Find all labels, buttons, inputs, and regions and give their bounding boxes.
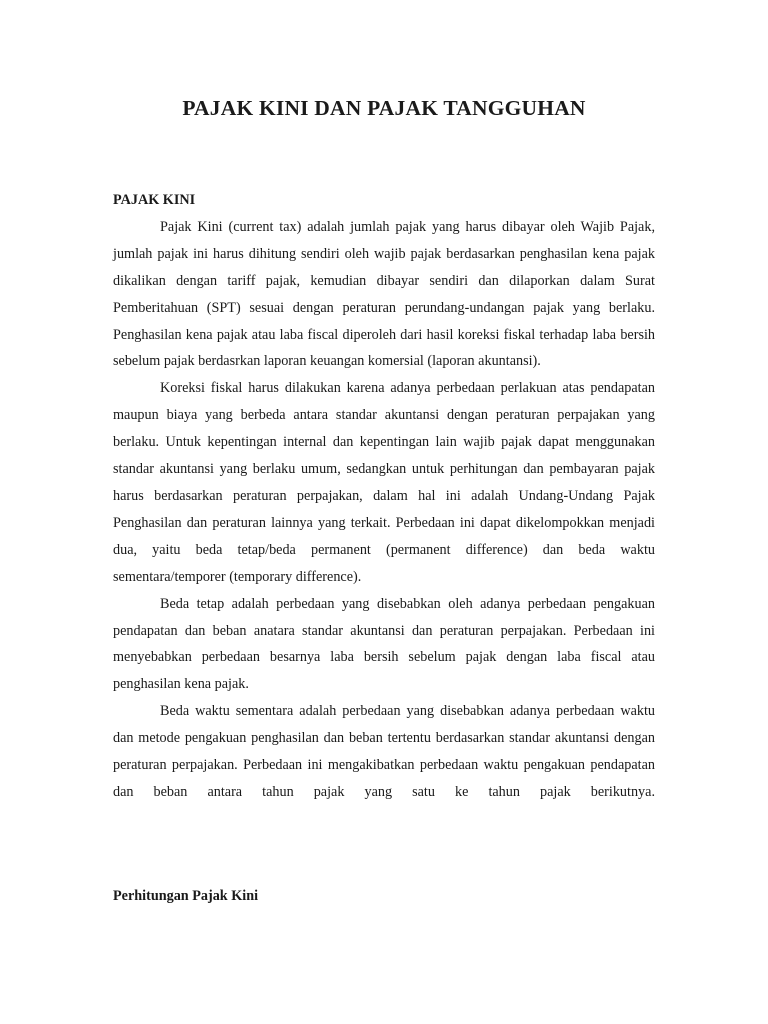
section-heading: PAJAK KINI xyxy=(113,192,196,208)
paragraph: Beda waktu sementara adalah perbedaan yang disebabkan adanya perbedaan waktu dan metode pengakuan penghasilan dan beban tertentu berdasarkan standar akuntansi dengan peraturan perpajakan. Perbedaan ini mengakibatkan perbedaan waktu pengakuan pendapatan dan beban antara tahun pajak yang satu ke tahun pajak berikutnya. xyxy=(113,703,655,800)
paragraph: Pajak Kini (current tax) adalah jumlah pajak yang harus dibayar oleh Wajib Pajak, jumlah pajak ini harus dihitung sendiri oleh wajib pajak berdasarkan penghasilan kena pajak dikalikan dengan tariff pajak, kemudian dibayar sendiri dan dilaporkan dalam Surat Pemberitahuan (SPT) sesuai dengan peraturan perundang-undangan pajak yang berlaku. Penghasilan kena pajak atau laba fiscal diperoleh dari hasil koreksi fiskal terhadap laba bersih sebelum pajak berdasrkan laporan keuangan komersial (laporan akuntansi). xyxy=(113,218,655,370)
paragraph: Beda tetap adalah perbedaan yang disebabkan oleh adanya perbedaan pengakuan pendapatan dan beban anatara standar akuntansi dan peraturan perpajakan. Perbedaan ini menyebabkan perbedaan besarnya laba bersih sebelum pajak dengan laba fiscal atau penghasilan kena pajak. xyxy=(113,595,655,693)
document-title: PAJAK KINI DAN PAJAK TANGGUHAN xyxy=(182,96,586,120)
document-body xyxy=(113,187,655,806)
paragraph: Koreksi fiskal harus dilakukan karena adanya perbedaan perlakuan atas pendapatan maupun biaya yang berbeda antara standar akuntansi dengan peraturan perpajakan yang berlaku. Untuk kepentingan internal dan kepentingan lain wajib pajak dapat menggunakan standar akuntansi yang berlaku umum, sedangkan untuk perhitungan dan pembayaran pajak harus berdasarkan peraturan perpajakan, dalam hal ini adalah Undang-Undang Pajak Penghasilan dan peraturan lainnya yang terkait. Perbedaan ini dapat dikelompokkan menjadi dua, yaitu beda tetap/beda permanent (permanent difference) dan beda waktu sementara/temporer (temporary difference). xyxy=(113,380,655,585)
sub-heading: Perhitungan Pajak Kini xyxy=(113,888,259,904)
